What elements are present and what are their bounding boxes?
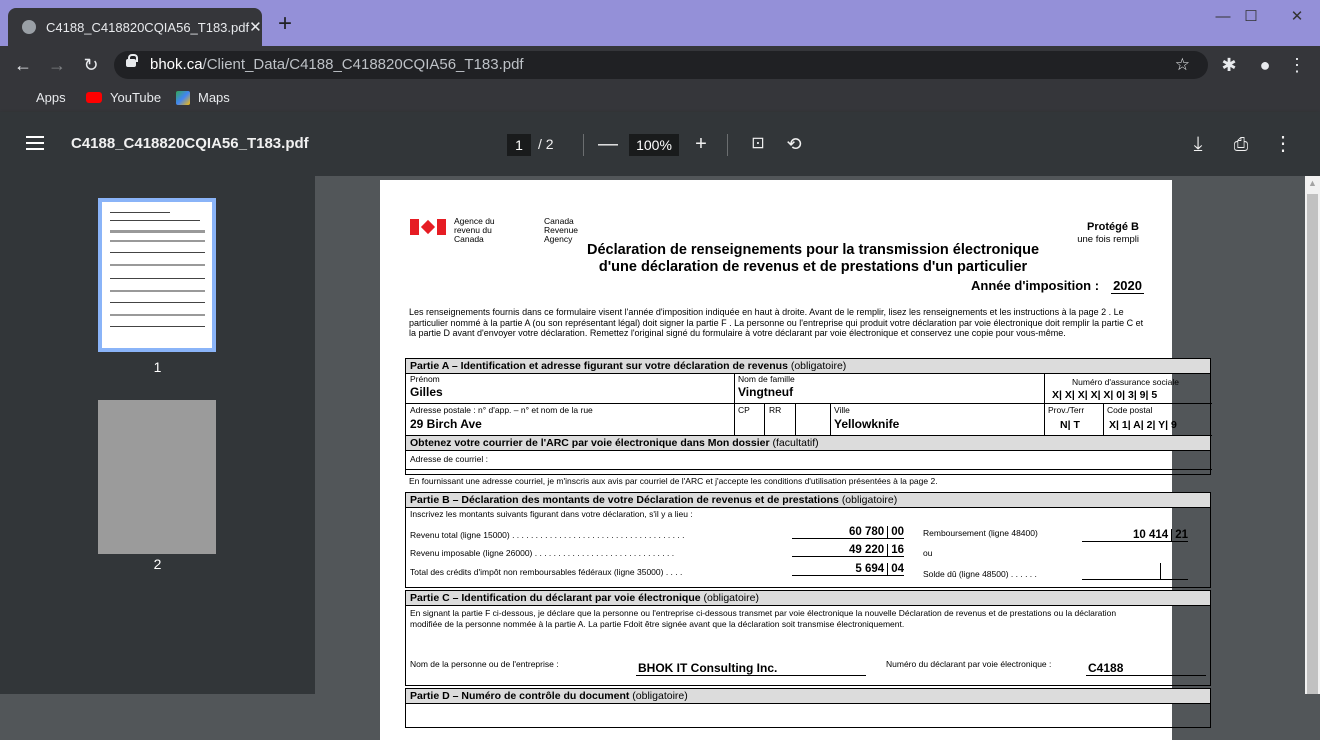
refund-amount: 10 414 21 bbox=[1082, 529, 1188, 542]
browser-menu-icon[interactable]: ⋮ bbox=[1288, 55, 1306, 75]
bookmark-maps[interactable] bbox=[176, 90, 230, 105]
thumbnail-number: 1 bbox=[153, 359, 162, 375]
thumbnail-number: 2 bbox=[153, 556, 162, 572]
part-b bbox=[405, 492, 1211, 588]
globe-icon bbox=[22, 20, 36, 34]
bookmark-apps[interactable] bbox=[14, 90, 66, 105]
part-d bbox=[405, 688, 1211, 728]
first-name-value: Gilles bbox=[410, 385, 443, 399]
email-label: Adresse de courriel : bbox=[410, 454, 488, 464]
divider bbox=[583, 134, 584, 156]
city-label: Ville bbox=[834, 405, 850, 415]
scroll-up-arrow-icon[interactable]: ▲ bbox=[1308, 178, 1317, 188]
total-income-amount: 60 780 00 bbox=[792, 526, 904, 539]
profile-avatar-icon[interactable]: ● bbox=[1259, 55, 1271, 75]
divider bbox=[727, 134, 728, 156]
pdf-file-name: C4188_C418820CQIA56_T183.pdf bbox=[71, 135, 309, 152]
form-title-line1: Déclaration de renseignements pour la transmission électronique bbox=[586, 242, 1040, 258]
maximize-button[interactable]: ☐ bbox=[1244, 8, 1258, 25]
maps-icon bbox=[176, 91, 190, 105]
part-a bbox=[405, 358, 1211, 475]
taxable-income-label: Revenu imposable (ligne 26000) . . . . . . . . . . . . . . . . . . . . . . . . . . . . . . bbox=[410, 548, 675, 558]
bookmark-star-icon[interactable]: ☆ bbox=[1174, 55, 1190, 74]
consent-text: En fournissant une adresse courriel, je m'inscris aux avis par courriel de l'ARC et j'accepte les conditions d'utilisation présentées à la page 2. bbox=[409, 476, 938, 486]
bookmark-youtube[interactable] bbox=[86, 90, 161, 105]
total-pages: / 2 bbox=[538, 136, 554, 152]
fit-page-icon[interactable]: ⊡ bbox=[751, 135, 765, 152]
refund-label: Remboursement (ligne 48400) bbox=[923, 528, 1038, 538]
extensions-icon[interactable]: ✱ bbox=[1221, 55, 1237, 75]
balance-amount-line bbox=[1082, 579, 1188, 580]
pdf-page bbox=[380, 180, 1188, 740]
reload-icon[interactable]: ↻ bbox=[83, 55, 99, 75]
year-label: Année d'imposition : bbox=[971, 278, 1100, 293]
taxable-income-amount: 49 220 16 bbox=[792, 544, 904, 557]
first-name-label: Prénom bbox=[410, 374, 440, 384]
balance-cents-divider bbox=[1160, 563, 1161, 579]
postal-label: Code postal bbox=[1107, 405, 1153, 415]
menu-hamburger-icon[interactable] bbox=[26, 136, 44, 150]
efile-number-value: C4188 bbox=[1086, 661, 1206, 676]
protected-b: Protégé B bbox=[1087, 221, 1139, 233]
youtube-icon bbox=[86, 92, 102, 103]
cp-label: CP bbox=[738, 405, 750, 415]
sin-value: X| X| X| X| X| 0| 3| 9| 5 bbox=[1052, 389, 1158, 401]
tax-credits-amount: 5 694 04 bbox=[792, 563, 904, 576]
url-path: /Client_Data/C4188_C418820CQIA56_T183.pdf bbox=[202, 56, 524, 73]
browser-toolbar bbox=[0, 46, 1320, 84]
back-arrow-icon[interactable]: ← bbox=[14, 55, 32, 75]
thumbnail-sidebar bbox=[0, 176, 315, 694]
browser-tab[interactable] bbox=[8, 8, 262, 46]
postal-value: X| 1| A| 2| Y| 9 bbox=[1109, 419, 1177, 431]
preparer-name-label: Nom de la personne ou de l'entreprise : bbox=[410, 659, 559, 669]
agency-en: Canada Revenue Agency bbox=[544, 216, 579, 244]
canada-flag-icon bbox=[410, 219, 446, 235]
last-name-value: Vingtneuf bbox=[738, 385, 794, 399]
page-thumbnail-2[interactable] bbox=[98, 400, 216, 554]
address-value: 29 Birch Ave bbox=[410, 417, 482, 431]
tax-year bbox=[971, 278, 1144, 294]
part-d-heading: Partie D – Numéro de contrôle du document (obligatoire) bbox=[406, 689, 1210, 704]
mail-heading: Obtenez votre courrier de l'ARC par voie électronique dans Mon dossier (facultatif) bbox=[406, 435, 1210, 451]
preparer-name-value: BHOK IT Consulting Inc. bbox=[636, 661, 866, 676]
zoom-level-input[interactable]: 100% bbox=[629, 134, 679, 156]
close-window-button[interactable]: ✕ bbox=[1290, 8, 1304, 25]
form-title-line2: d'une déclaration de revenus et de prestations d'un particulier bbox=[598, 259, 1028, 275]
bookmark-label: Maps bbox=[198, 90, 230, 105]
city-value: Yellowknife bbox=[834, 417, 900, 431]
part-b-instructions: Inscrivez les montants suivants figurant dans votre déclaration, s'il y a lieu : bbox=[410, 509, 693, 519]
part-c-text: En signant la partie F ci-dessous, je déclare que la personne ou l'entreprise ci-dessous transmet par voie électronique la nouvelle Déclaration de revenus et de prestations ou la déclaration modifiée de la personne nommée à la partie A. La partie Fdoit être signée avant que la déclaration soit transmise électroniquement. bbox=[410, 608, 1117, 629]
sin-label: Numéro d'assurance sociale bbox=[1072, 377, 1179, 387]
apps-grid-icon bbox=[14, 91, 28, 105]
year-value: 2020 bbox=[1113, 278, 1142, 293]
download-icon[interactable]: ⤓ bbox=[1193, 133, 1203, 155]
lock-icon bbox=[126, 59, 136, 67]
vertical-scrollbar[interactable] bbox=[1305, 176, 1320, 694]
bookmarks-bar bbox=[0, 84, 1320, 112]
part-a-heading: Partie A – Identification et adresse figurant sur votre déclaration de revenus (obligatoire) bbox=[406, 359, 1210, 374]
balance-label: Solde dû (ligne 48500) . . . . . . bbox=[923, 569, 1037, 579]
prov-label: Prov./Terr bbox=[1048, 405, 1085, 415]
close-tab-button[interactable]: ✕ bbox=[249, 19, 262, 36]
more-actions-icon[interactable]: ⋮ bbox=[1273, 133, 1293, 155]
minimize-button[interactable]: — bbox=[1215, 8, 1231, 25]
tax-credits-label: Total des crédits d'impôt non remboursables fédéraux (ligne 35000) . . . . bbox=[410, 567, 683, 577]
address-bar[interactable] bbox=[114, 51, 1208, 79]
rr-label: RR bbox=[769, 405, 782, 415]
efile-number-label: Numéro du déclarant par voie électronique : bbox=[886, 659, 1052, 669]
part-c bbox=[405, 590, 1211, 686]
document-viewport[interactable] bbox=[315, 176, 1305, 702]
part-b-heading: Partie B – Déclaration des montants de votre Déclaration de revenus et de prestations (obligatoire) bbox=[406, 493, 1210, 508]
intro-text: Les renseignements fournis dans ce formulaire visent l'année d'imposition indiquée en haut à droite. Avant de le remplir, lisez les renseignements et les instructions à la page 2 . Le particulier nommé à la partie A (ou son représentant légal) doit signer la partie F . La personne ou l'entreprise qui produit votre déclaration par voie électronique doit remplir la partie C et la partie D avant d'envoyer votre déclaration. Remettez l'original signé du formulaire à votre déclarant par voie électronique et conservez une copie pour vous-même. bbox=[409, 307, 1144, 338]
bookmark-label: Apps bbox=[36, 90, 66, 105]
zoom-out-button[interactable]: — bbox=[598, 133, 618, 155]
last-name-label: Nom de famille bbox=[738, 374, 795, 384]
zoom-in-button[interactable]: + bbox=[695, 133, 707, 155]
rotate-icon[interactable]: ⟲ bbox=[786, 134, 802, 154]
agency-fr: Agence du revenu du Canada bbox=[454, 216, 495, 244]
scrollbar-thumb[interactable] bbox=[1307, 194, 1318, 694]
tab-title: C4188_C418820CQIA56_T183.pdf bbox=[46, 19, 250, 35]
or-label: ou bbox=[923, 548, 933, 558]
print-icon[interactable]: ⎙ bbox=[1233, 134, 1249, 154]
tab-strip bbox=[0, 0, 1320, 46]
total-income-label: Revenu total (ligne 15000) . . . . . . . . . . . . . . . . . . . . . . . . . . . . . . . . . . . . . bbox=[410, 530, 685, 540]
page-number-input[interactable]: 1 bbox=[507, 134, 531, 156]
bookmark-label: YouTube bbox=[110, 90, 162, 105]
part-c-heading: Partie C – Identification du déclarant par voie électronique (obligatoire) bbox=[406, 591, 1210, 606]
url-host: bhok.ca bbox=[150, 56, 203, 73]
prov-value: N| T bbox=[1060, 419, 1080, 431]
new-tab-button[interactable]: + bbox=[277, 10, 292, 37]
protected-sub: une fois rempli bbox=[1077, 234, 1139, 245]
pdf-toolbar bbox=[0, 112, 1320, 176]
page-thumbnail-1[interactable] bbox=[98, 198, 216, 352]
forward-arrow-icon[interactable]: → bbox=[48, 55, 66, 75]
address-label: Adresse postale : n° d'app. – n° et nom de la rue bbox=[410, 405, 593, 415]
